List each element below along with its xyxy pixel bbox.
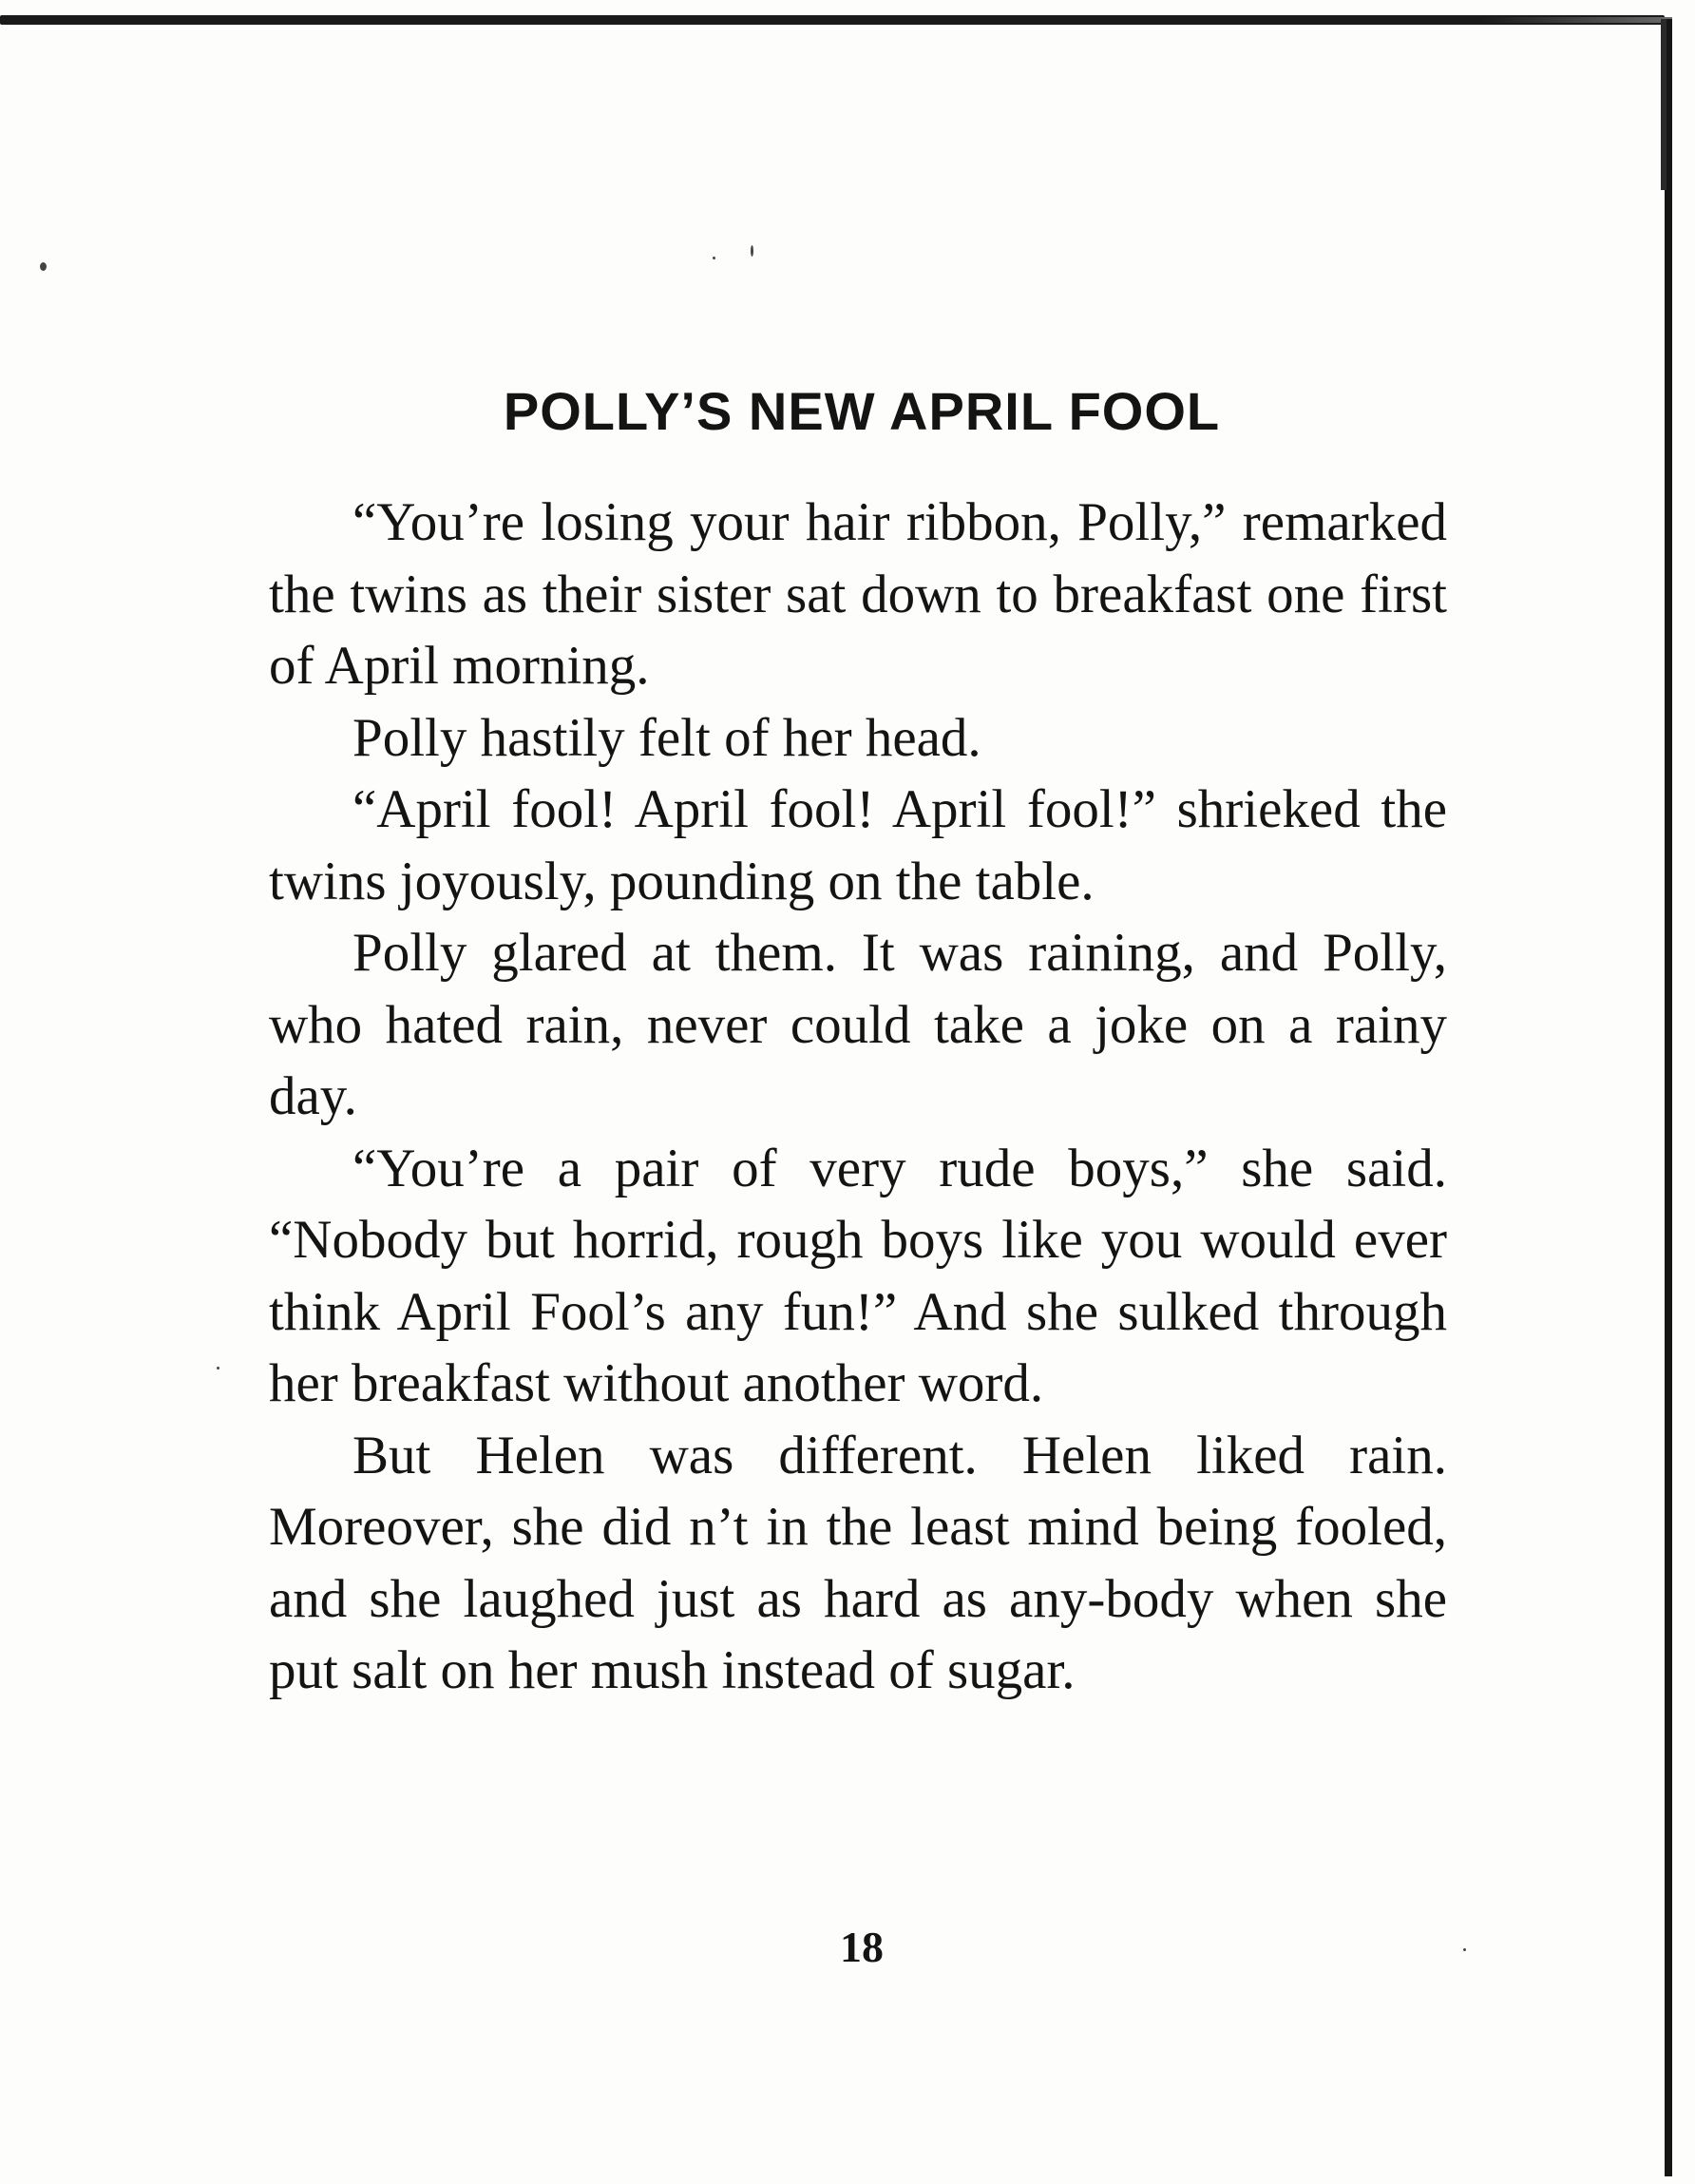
body-text	[269, 487, 1447, 1707]
scan-speck	[713, 257, 715, 259]
chapter-title: POLLY’S NEW APRIL FOOL	[503, 381, 1221, 441]
scan-speck	[40, 262, 47, 271]
scan-speck	[217, 1367, 219, 1370]
scan-edge-top	[0, 15, 1665, 25]
scan-edge-right-upper	[1661, 19, 1666, 190]
paragraph-4: Polly glared at them. It was raining, and Polly, who hated rain, never could take a joke on a rainy day.	[269, 923, 1447, 1126]
scan-speck	[751, 245, 753, 257]
paragraph-2: Polly hastily felt of her head.	[352, 707, 981, 768]
page-number: 18	[840, 1923, 884, 1971]
paragraph-6: But Helen was different. Helen liked rain. Moreover, she did n’t in the least mind being fooled, and she laughed just as hard as any-body when she put salt on her mush instead of sugar.	[269, 1425, 1447, 1700]
scan-edge-top-fade	[1482, 17, 1672, 23]
paragraph-1: “You’re losing your hair ribbon, Polly,” remarked the twins as their sister sat down to breakfast one first of April morning.	[269, 492, 1447, 696]
paragraph-3: “April fool! April fool! April fool!” shrieked the twins joyously, pounding on the table.	[269, 779, 1447, 911]
scan-edge-right	[1665, 19, 1672, 2176]
paragraph-5: “You’re a pair of very rude boys,” she said. “Nobody but horrid, rough boys like you would ever think April Fool’s any fun!” And she sulked through her breakfast without another word.	[269, 1138, 1447, 1413]
